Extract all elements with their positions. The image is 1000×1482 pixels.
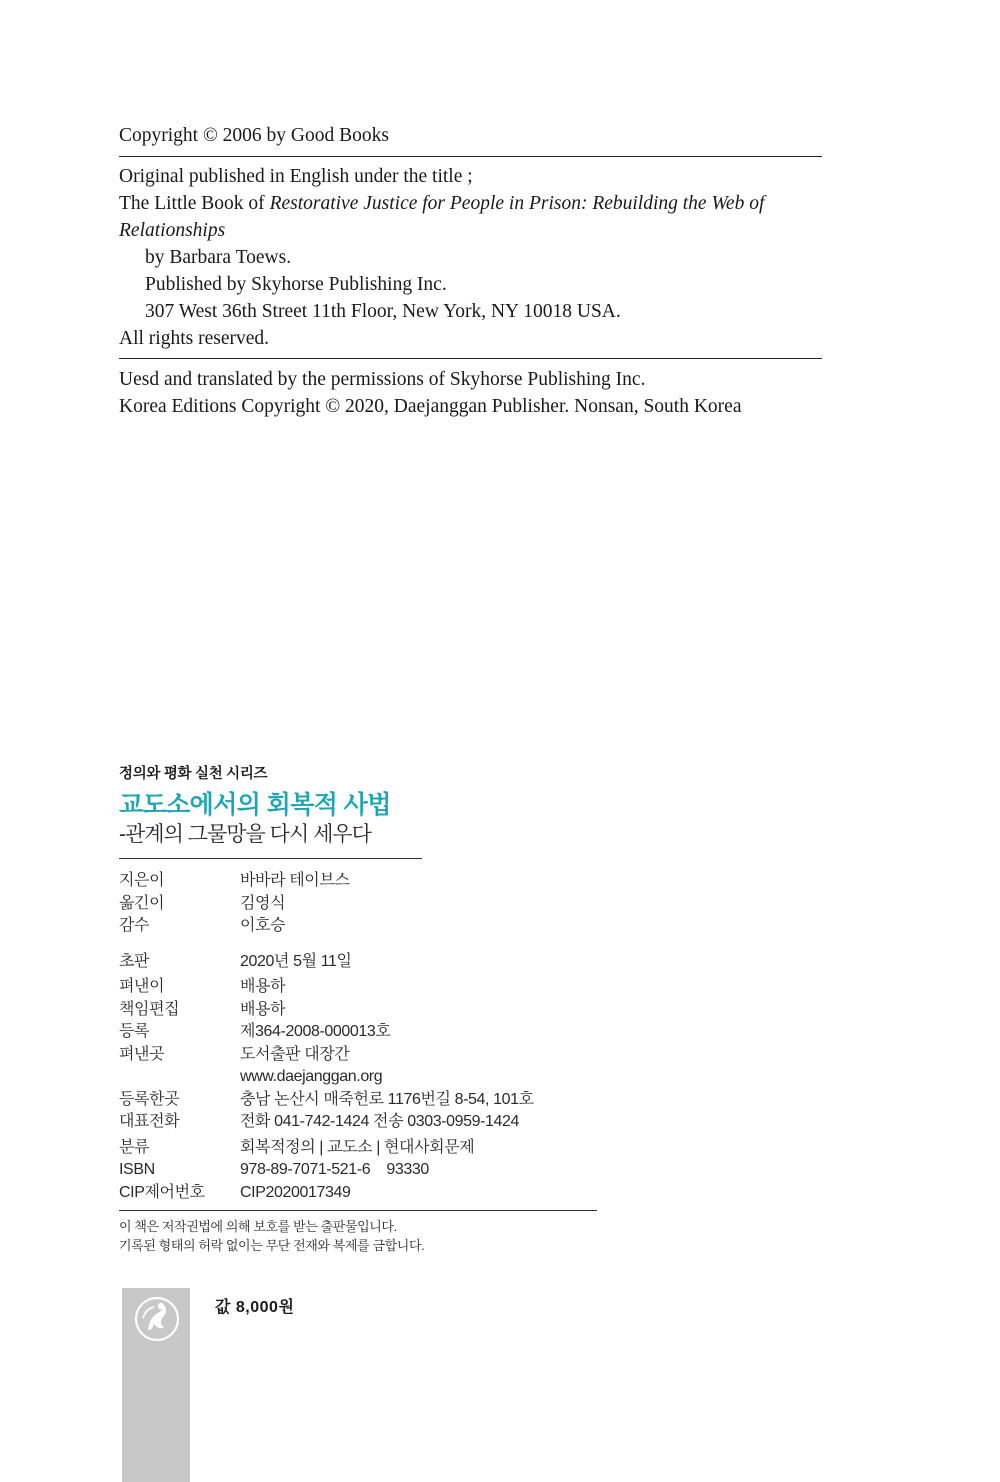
classification-item: 교도소 [327, 1138, 373, 1156]
isbn-row [119, 1159, 599, 1182]
detail-label: 책임편집 [119, 1000, 180, 1018]
book-subtitle: -관계의 그물망을 다시 세우다 [119, 823, 371, 846]
cip-row [119, 1182, 599, 1205]
title-italic: Restorative Justice for People in Prison: Rebuilding the Web of Relationships [119, 193, 765, 241]
credit-value: 김영식 [240, 894, 286, 912]
copyright-line: Copyright © 2006 by Good Books [119, 125, 389, 146]
detail-value: 충남 논산시 매죽헌로 1176번길 8-54, 101호 [240, 1090, 534, 1108]
edition-row [119, 951, 599, 974]
divider [119, 1210, 597, 1211]
series-name: 정의와 평화 실천 시리즈 [119, 766, 268, 782]
colophon [119, 762, 599, 1255]
isbn-label: ISBN [119, 1161, 155, 1178]
detail-label: 등록 [119, 1023, 150, 1040]
detail-row [119, 1066, 599, 1089]
credit-label: 옮긴이 [119, 894, 165, 912]
detail-value: 제364-2008-000013호 [240, 1023, 391, 1040]
website-value: www.daejanggan.org [240, 1068, 383, 1085]
separator: | [376, 1138, 380, 1156]
original-intro: Original published in English under the title ; [119, 166, 473, 187]
detail-label: 펴낸곳 [119, 1045, 165, 1063]
edition-value: 2020년 5월 11일 [240, 952, 352, 970]
detail-row [119, 1021, 599, 1044]
edition-label: 초판 [119, 952, 150, 970]
classification-row [119, 1137, 599, 1160]
author-line: by Barbara Toews. [145, 247, 292, 268]
spacer [119, 938, 599, 951]
original-title [119, 190, 822, 244]
credit-row [119, 915, 599, 938]
detail-row [119, 1044, 599, 1067]
classification-item: 회복적정의 [240, 1138, 316, 1156]
detail-row [119, 1089, 599, 1112]
permission-line: Uesd and translated by the permissions of Skyhorse Publishing Inc. [119, 369, 646, 390]
detail-label: 펴낸이 [119, 978, 165, 995]
credit-value: 바바라 테이브스 [240, 872, 350, 889]
divider [119, 858, 422, 859]
detail-row [119, 976, 599, 999]
detail-row [119, 999, 599, 1022]
detail-value: 배용하 [240, 1000, 286, 1018]
publisher-line: Published by Skyhorse Publishing Inc. [145, 274, 447, 295]
copyright-block [119, 122, 822, 420]
credit-label: 지은이 [119, 872, 165, 889]
classification-value [240, 1137, 599, 1160]
credit-label: 감수 [119, 917, 150, 934]
korea-edition-line: Korea Editions Copyright © 2020, Daejanggan Publisher. Nonsan, South Korea [119, 396, 742, 417]
title-prefix: The Little Book of [119, 193, 270, 214]
detail-label [119, 1066, 240, 1089]
cip-value: CIP2020017349 [240, 1183, 351, 1201]
logo-band [122, 1288, 190, 1482]
divider [119, 358, 822, 359]
detail-row [119, 1111, 599, 1134]
credit-value: 이호승 [240, 917, 286, 934]
cip-label: CIP제어번호 [119, 1183, 205, 1201]
book-title: 교도소에서의 회복적 사법 [119, 791, 391, 819]
detail-value: 전화 041-742-1424 전송 0303-0959-1424 [240, 1113, 520, 1130]
classification-item: 현대사회문제 [383, 1138, 475, 1156]
publisher-logo-icon [134, 1296, 180, 1342]
credit-row [119, 870, 599, 893]
address-line: 307 West 36th Street 11th Floor, New York, NY 10018 USA. [145, 301, 621, 322]
separator: | [319, 1138, 324, 1156]
price-label: 값 8,000원 [215, 1299, 295, 1316]
detail-value: 도서출판 대장간 [240, 1045, 350, 1063]
copyright-notice [119, 1217, 599, 1255]
rights-line: All rights reserved. [119, 328, 270, 349]
detail-label: 등록한곳 [119, 1090, 180, 1108]
notice-line: 이 책은 저작권법에 의해 보호를 받는 출판물입니다. [119, 1219, 397, 1234]
divider [119, 156, 822, 157]
detail-label: 대표전화 [119, 1113, 180, 1130]
isbn-value: 978-89-7071-521-6 93330 [240, 1161, 429, 1178]
colophon-info [119, 870, 599, 1204]
credit-row [119, 893, 599, 916]
classification-label: 분류 [119, 1138, 150, 1156]
detail-value: 배용하 [240, 978, 286, 995]
notice-line: 기록된 형태의 허락 없이는 무단 전재와 복제를 금합니다. [119, 1238, 425, 1253]
